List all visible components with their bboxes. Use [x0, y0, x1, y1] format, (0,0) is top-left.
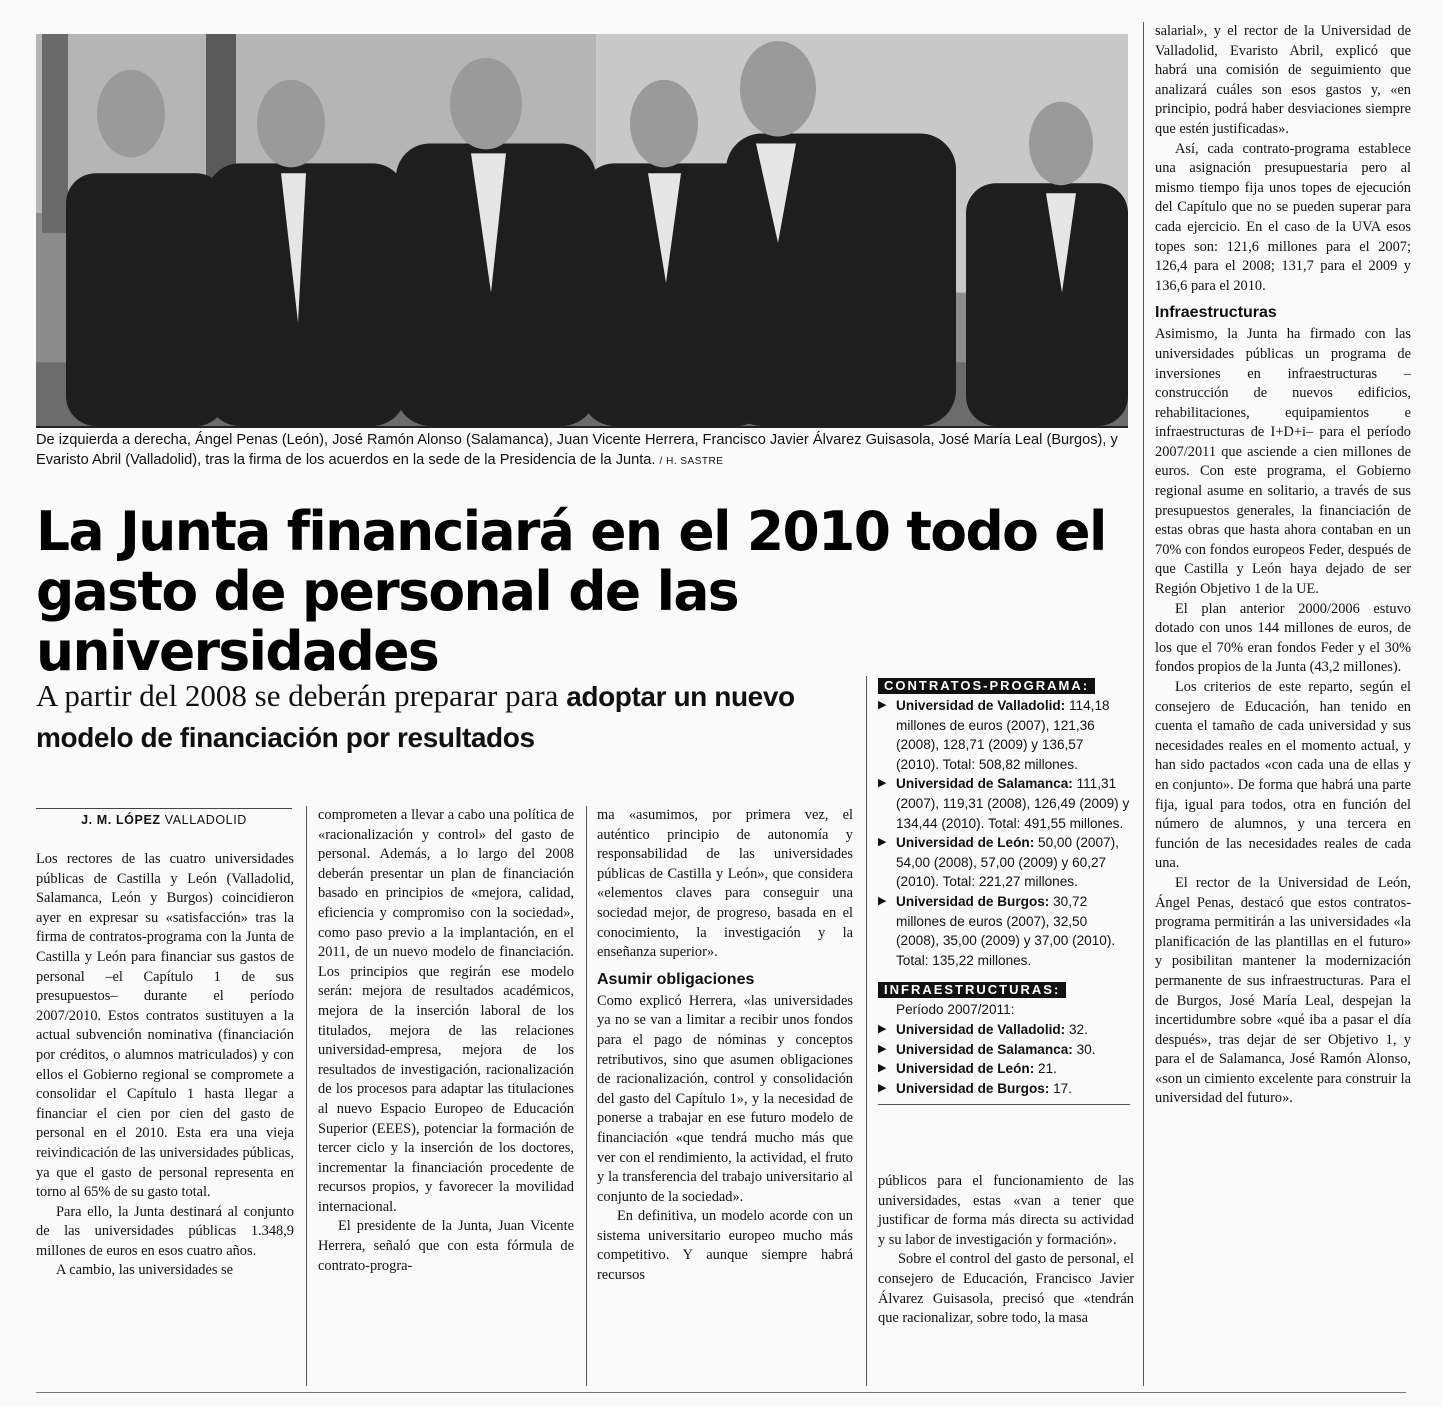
col5-paragraph-3: Asimismo, la Junta ha firmado con las universidades públicas un programa de inversiones en infraestructuras –construcción de nuevos edificios, rehabilitaciones, equipamientos e infraestructuras de I+D+i– para el período 2007/2011 que asciende a cien millones de euros. Con este programa, el Gobierno regional asume en solitario, a través de sus presupuestos generales, la financiación de estas obras que hasta ahora contaban en un 70% con fondos europeos Feder, después de que Castilla y León haya dejado de ser Región Objetivo 1 de la UE. — [1155, 326, 1411, 598]
column-rule — [1143, 22, 1144, 1386]
col2-paragraph-2: El presidente de la Junta, Juan Vicente Herrera, señaló que con esta fórmula de contrato-progra- — [318, 1218, 574, 1274]
col5-paragraph-4: El plan anterior 2000/2006 estuvo dotado con unos 144 millones de euros, de los que el 70% eran fondos Feder y el 30% fondos propios de la Junta (43,2 millones). — [1155, 600, 1411, 676]
col5-paragraph-5: Los criterios de este reparto, según el consejero de Educación, han tenido en cuenta el tamaño de cada universidad y sus necesidades reales en el momento actual, y han sido pactados «con cada una de ellas y en conjunto». De forma que habrá una parte fija, igual para todos, otra en función del número de alumnos, y una tercera en función de las necesidades reales de cada una. — [1155, 679, 1411, 872]
caption-text: De izquierda a derecha, Ángel Penas (León), José Ramón Alonso (Salamanca), Juan Vicente Herrera, Francisco Javier Álvarez Guisasola, José María Leal (Burgos), y Evaristo Abril (Valladolid), tras la firma de los acuerdos en la sede de la Presidencia de la Junta. — [36, 432, 1118, 468]
photo-illustration — [36, 34, 1128, 426]
photo-credit: / H. SASTRE — [659, 456, 724, 467]
infraestructuras-heading: INFRAESTRUCTURAS: — [878, 982, 1066, 998]
article-column-1 — [36, 850, 294, 1281]
byline-author: J. M. LÓPEZ — [81, 813, 161, 827]
byline-place: VALLADOLID — [164, 813, 247, 827]
col3-paragraph-2: Como explicó Herrera, «las universidades ya no se van a limitar a recibir unos fondos para el pago de nóminas y conceptos retributivos, sino que asumen obligaciones de racionalización, control y consolidación del gasto del Capítulo 1», y la necesidad de ponerse a trabajar en ese futuro modelo de financiación «que tendrá mucho más que ver con el rendimiento, la actividad, el fruto y la transferencia del trabajo universitario al conjunto de la sociedad». — [597, 992, 853, 1205]
byline — [36, 808, 292, 827]
contrato-item: ▶ Universidad de Valladolid: 114,18 millones de euros (2007), 121,36 (2008), 128,71 (2009) y 136,57 (2010). Total: 508,82 millones. — [878, 696, 1130, 774]
col4-paragraph-1: públicos para el funcionamiento de las universidades, estas «van a tener que justificar de forma más directa su actividad y su labor de investigación y formación». — [878, 1173, 1134, 1248]
col5-paragraph-2: Así, cada contrato-programa establece una asignación presupuestaria pero al mismo tiempo fija unos topes de ejecución del Capítulo que no se pueden superar para cada ejercicio. En el caso de la UVA esos topes son: 121,6 millones para el 2007; 126,4 para el 2008; 131,7 para el 2009 y 136,6 para el 2010. — [1155, 140, 1411, 294]
infra-period: Período 2007/2011: — [896, 1002, 1015, 1018]
col3-subheading: Asumir obligaciones — [597, 970, 755, 988]
col4-paragraph-2: Sobre el control del gasto de personal, el consejero de Educación, Francisco Javier Álvarez Guisasola, precisó que «tendrán que racionalizar, sobre todo, la masa — [878, 1251, 1134, 1327]
col1-paragraph-2: Para ello, la Junta destinará al conjunto de las universidades públicas 1.348,9 millones de euros en esos cuatro años. — [36, 1203, 294, 1259]
article-column-4 — [878, 1172, 1134, 1329]
column-rule — [306, 806, 307, 1386]
subheadline — [36, 676, 866, 758]
col3-paragraph-3: En definitiva, un modelo acorde con un sistema universitario europeo mucho más competitivo. Y aunque siempre habrá recursos — [597, 1208, 853, 1284]
article-column-5 — [1155, 22, 1411, 1109]
column-rule — [586, 806, 587, 1386]
spacer — [878, 970, 1130, 980]
col1-paragraph-1: Los rectores de las cuatro universidades públicas de Castilla y León (Valladolid, Salamanca, León y Burgos) coincidieron ayer en expresar su «satisfacción» tras la firma de contratos-programa con la Junta de Castilla y León para financiar sus gastos de personal –el Capítulo 1 de sus presupuestos– durante el período 2007/2010. Estos contratos sustituyen a la actual subvención nominativa (financiación por créditos, o alumnos matriculados) y con ellos el Gobierno regional se compromete a consolidar el Capítulo 1 hasta llegar a financiar el cien por cien del gasto de personal en el 2010. Esta era una vieja reivindicación de las universidades públicas, ya que el gasto de personal representa en torno al 65% de su gasto total. — [36, 851, 294, 1201]
contrato-item: ▶ Universidad de Burgos: 30,72 millones de euros (2007), 32,50 (2008), 35,00 (2009) y 37,00 (2010). Total: 135,22 millones. — [878, 892, 1130, 970]
photo-caption — [36, 430, 1128, 472]
contrato-item: ▶ Universidad de Salamanca: 111,31 (2007), 119,31 (2008), 126,49 (2009) y 134,44 (2010). Total: 491,55 millones. — [878, 774, 1130, 833]
contratos-heading: CONTRATOS-PROGRAMA: — [878, 678, 1095, 694]
col2-paragraph-1: comprometen a llevar a cabo una política de «racionalización y control» del gasto de personal. Además, a lo largo del 2008 deberán presentar un plan de financiación basado en principios de «mejora, calidad, eficiencia y compromiso con la sociedad», como paso previo a la implantación, en el 2011, de un nuevo modelo de financiación. Los principios que regirán ese modelo serán: mejora de resultados académicos, mejora de la inserción laboral de los titulados, mejora de las relaciones universidad-empresa, mejora de los resultados de investigación, racionalización de los procesos para adaptar las titulaciones al nuevo Espacio Europeo de Educación Superior (EEES), potenciar la formación de tercer ciclo y la inserción de los doctores, incrementar la financiación procedente de recursos propios, y favorecer la movilidad internacional. — [318, 807, 574, 1215]
article-column-3 — [597, 806, 853, 1286]
footer-rule — [36, 1392, 1406, 1393]
col1-paragraph-3: A cambio, las universidades se — [56, 1262, 234, 1279]
news-photo — [36, 34, 1128, 428]
infra-item: ▶ Universidad de Valladolid: 32. — [878, 1020, 1130, 1040]
data-sidebar — [878, 676, 1130, 1105]
infra-item: ▶ Universidad de Burgos: 17. — [878, 1079, 1130, 1099]
infra-item: ▶ Universidad de Salamanca: 30. — [878, 1040, 1130, 1060]
col3-paragraph-1: ma «asumimos, por primera vez, el auténtico principio de autonomía y responsabilidad de las universidades públicas de Castilla y León», que considera «elementos claves para conseguir una sociedad mejor, de progreso, basada en el conocimiento, la investigación y la enseñanza superior». — [597, 807, 853, 961]
headline: La Junta financiará en el 2010 todo el gasto de personal de las universidades — [36, 500, 1106, 683]
subhead-part2: adoptar un nuevo modelo de financiación por resultados — [36, 681, 795, 753]
contrato-item: ▶ Universidad de León: 50,00 (2007), 54,00 (2008), 57,00 (2009) y 60,27 (2010). Total: 221,27 millones. — [878, 833, 1130, 892]
subhead-part1: A partir del 2008 se deberán preparar para — [36, 678, 559, 713]
col5-paragraph-1: salarial», y el rector de la Universidad de Valladolid, Evaristo Abril, explicó que habrá una comisión de seguimiento que analizará cuáles son esos gastos y, «en principio, podrá haber desviaciones siempre que estén justificadas». — [1155, 23, 1411, 137]
col5-paragraph-6: El rector de la Universidad de León, Ángel Penas, destacó que estos contratos-programa permitirán a las universidades «la planificación de las plantillas en el futuro» y posibilitan mantener la modernización permanente de sus infraestructuras. Para el de Burgos, José María Leal, despejan la incertidumbre sobre «qué iba a pasar el día después», tras dejar de ser Objetivo 1, y para el de Salamanca, José Ramón Alonso, «son un cimiento excelente para construir la universidad del futuro». — [1155, 874, 1411, 1107]
col5-subheading: Infraestructuras — [1155, 304, 1277, 322]
infra-item: ▶ Universidad de León: 21. — [878, 1059, 1130, 1079]
column-rule — [866, 676, 867, 1386]
article-column-2 — [318, 806, 574, 1276]
